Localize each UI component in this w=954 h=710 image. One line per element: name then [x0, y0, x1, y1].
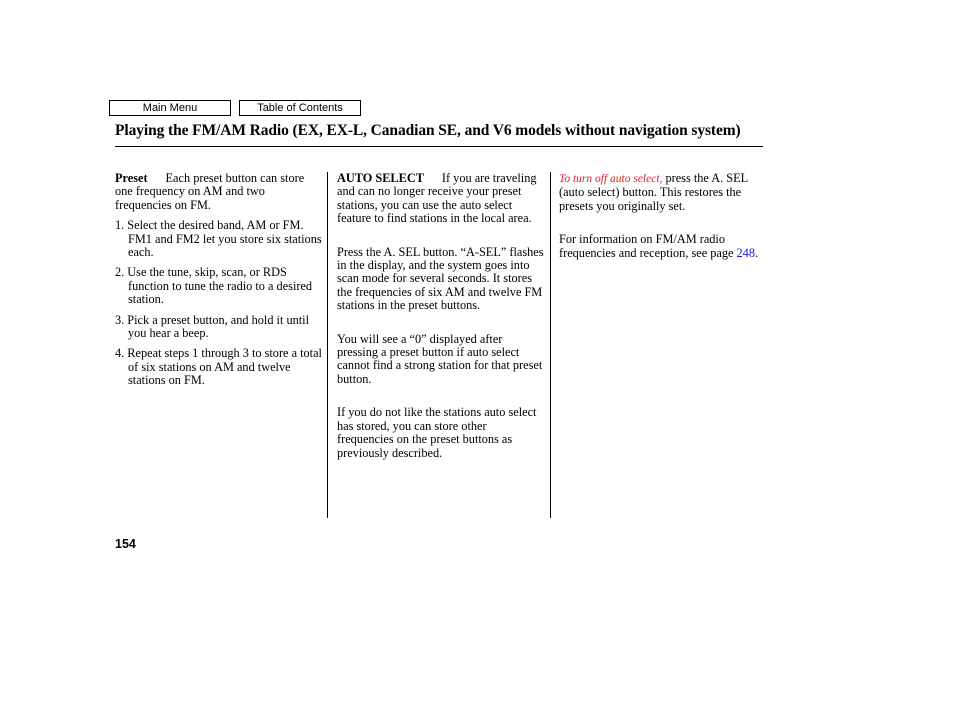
- table-of-contents-button[interactable]: Table of Contents: [239, 100, 361, 116]
- page-link[interactable]: 248: [736, 245, 755, 260]
- paragraph: You will see a “0” displayed after pressing a preset button if auto select cannot find a strong station for that preset button.: [337, 331, 543, 386]
- preset-steps-list: [115, 219, 322, 387]
- column-divider: [327, 172, 328, 518]
- reference-text: For information on FM/AM radio frequencies and reception, see page: [559, 232, 737, 260]
- preset-text: Each preset button can store one frequency on AM and two frequencies on FM.: [115, 171, 305, 212]
- turn-off-text: press the A. SEL (auto select) button. This restores the presets you originally set.: [559, 171, 748, 213]
- column-turn-off: [559, 172, 759, 267]
- main-menu-button[interactable]: Main Menu: [109, 100, 231, 116]
- preset-paragraph: [115, 172, 322, 212]
- title-divider: [115, 146, 763, 147]
- turn-off-italic-lead: To turn off auto select,: [559, 173, 663, 185]
- page-title: Playing the FM/AM Radio (EX, EX-L, Canadian SE, and V6 models without navigation system): [115, 122, 741, 139]
- turn-off-paragraph: [559, 172, 759, 213]
- list-item: 4. Repeat steps 1 through 3 to store a total of six stations on AM and twelve stations on FM.: [115, 346, 322, 388]
- paragraph: If you do not like the stations auto select has stored, you can store other frequencies on the preset buttons as previously described.: [337, 405, 537, 460]
- reference-paragraph: [559, 233, 759, 260]
- reference-end: .: [754, 245, 759, 260]
- paragraph: Press the A. SEL button. “A-SEL” flashes in the display, and the system goes into scan mode for several seconds. It stores the frequencies of six AM and twelve FM stations in the preset buttons.: [337, 244, 544, 313]
- column-preset: [115, 172, 322, 395]
- column-auto-select: [337, 172, 544, 467]
- column-divider: [550, 172, 551, 518]
- preset-heading: Preset: [115, 171, 148, 185]
- auto-select-heading: AUTO SELECT: [337, 171, 424, 185]
- page-number: 154: [115, 537, 136, 551]
- list-item: 1. Select the desired band, AM or FM. FM1 and FM2 let you store six stations each.: [115, 218, 322, 260]
- auto-select-text: If you are traveling and can no longer receive your preset stations, you can use the auto select feature to find stations in the local area.: [337, 171, 537, 226]
- list-item: 3. Pick a preset button, and hold it until you hear a beep.: [115, 312, 309, 341]
- list-item: 2. Use the tune, skip, scan, or RDS function to tune the radio to a desired station.: [115, 265, 313, 307]
- auto-select-paragraph: [337, 172, 544, 226]
